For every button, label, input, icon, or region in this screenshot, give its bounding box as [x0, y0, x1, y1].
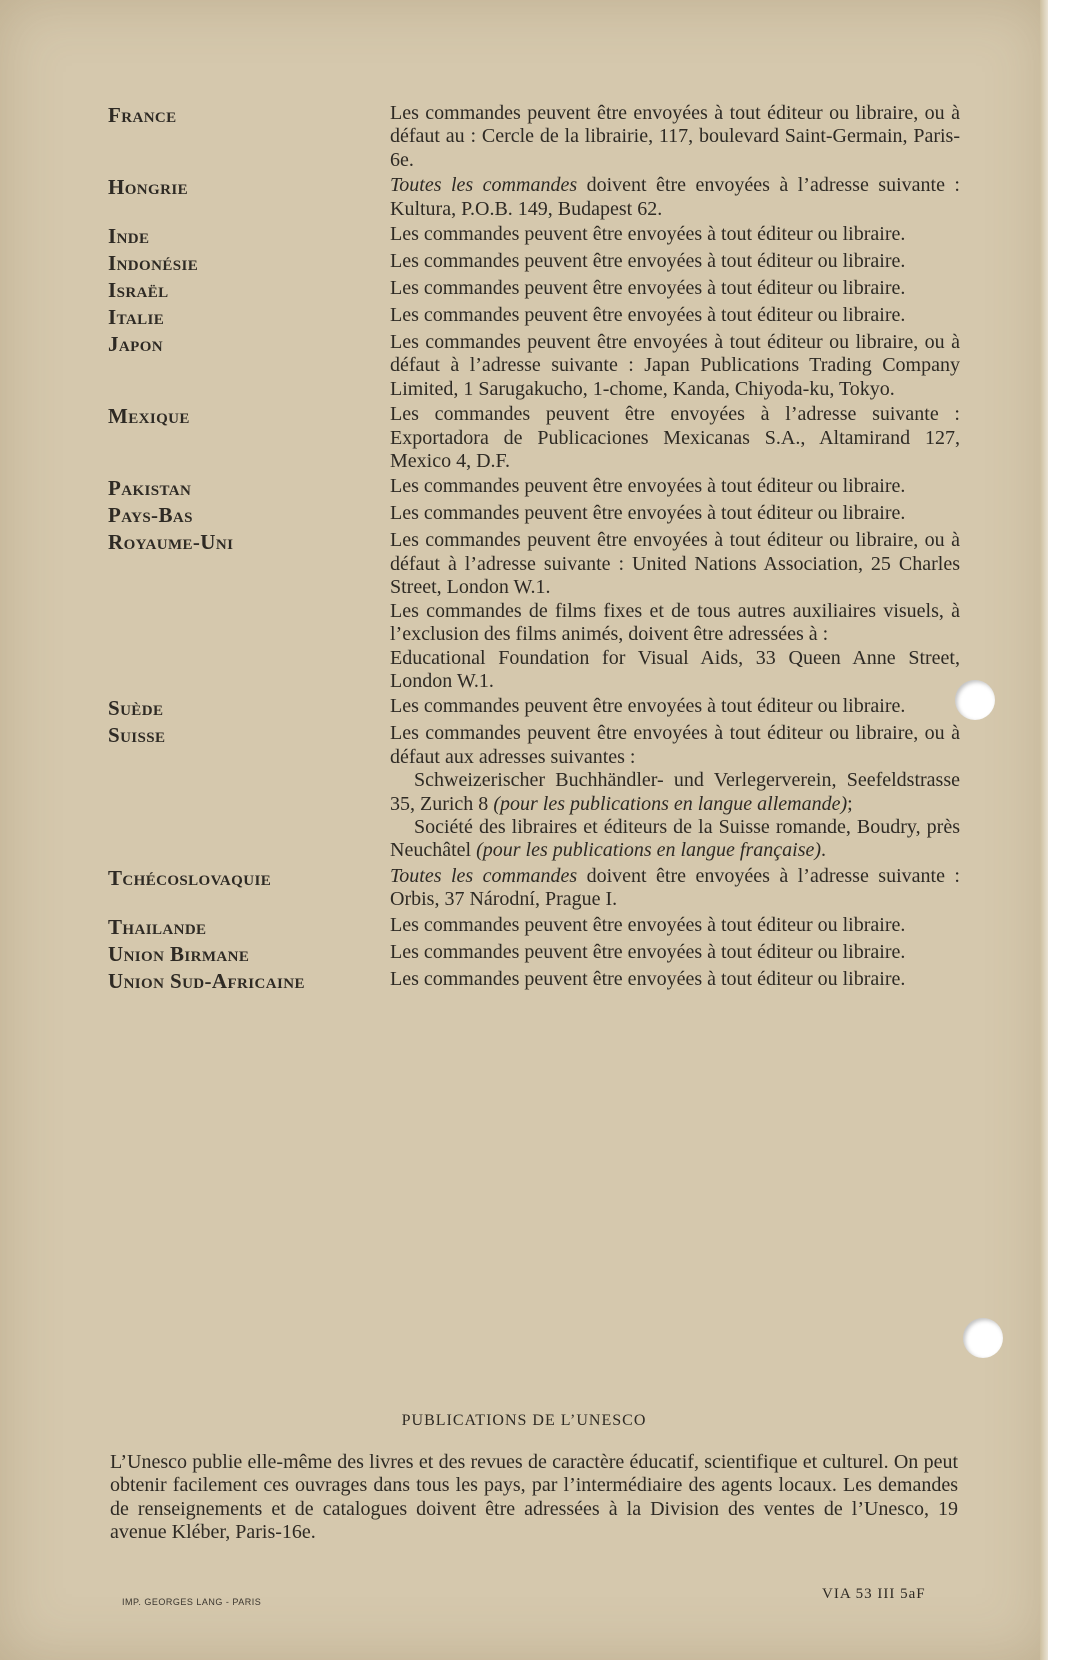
entry-text: Les commandes peuvent être envoyées à tout éditeur ou libraire, ou à défaut aux adresses suivantes : [390, 722, 960, 768]
entry-text: Les commandes peuvent être envoyées à tout éditeur ou libraire. [390, 940, 906, 963]
address-text: Société des libraires et éditeurs de la Suisse romande, Boudry, près Neuchâtel [390, 815, 960, 862]
entry-text: Les commandes peuvent être envoyées à tout éditeur ou libraire. [390, 277, 906, 300]
country-name: Tchécoslovaquie [108, 865, 272, 890]
entry-text: Les commandes peuvent être envoyées à tout éditeur ou libraire, ou à défaut au : Cercle de la librairie, 117, boulevard Saint-Germain, Paris-6e. [390, 102, 960, 171]
country-name: Thailande [108, 914, 207, 939]
country-name: Italie [108, 305, 165, 330]
entry-text: Les commandes peuvent être envoyées à tout éditeur ou libraire. [390, 223, 906, 246]
entry-text: Les commandes peuvent être envoyées à tout éditeur ou libraire. [390, 502, 906, 525]
paper-edge [1040, 0, 1048, 1660]
document-reference: VIA 53 III 5aF [822, 1586, 926, 1602]
entry-indonesie [108, 250, 960, 275]
entry-rest: doivent être envoyées à l’adresse suivante : Orbis, 37 Národní, Prague I. [390, 864, 960, 911]
entry-thailande [108, 914, 960, 939]
entry-union-sud-africaine [108, 968, 960, 993]
footer-paragraph: L’Unesco publie elle-même des livres et des revues de caractère éducatif, scientifique et culturel. On peut obtenir facilement ces ouvrages dans tous les pays, par l’intermédiaire des agents locaux. Les demandes de renseignements et de catalogues doivent être adressées à la Division des ventes de l’Unesco, 19 avenue Kléber, Paris-16e. [110, 1451, 958, 1544]
entry-royaume-uni [108, 529, 960, 693]
country-name: Inde [108, 224, 150, 249]
country-name: France [108, 103, 177, 127]
entry-mexique [108, 403, 960, 473]
country-name: Mexique [108, 404, 190, 429]
country-name: Israël [108, 278, 169, 303]
country-name: Japon [108, 332, 163, 357]
country-name: Pakistan [108, 476, 192, 501]
printer-imprint: IMP. GEORGES LANG - PARIS [122, 1597, 262, 1607]
country-name: Royaume-Uni [108, 530, 234, 555]
entry-text: Les commandes peuvent être envoyées à tout éditeur ou libraire. [390, 695, 906, 718]
entry-hongrie [108, 174, 960, 221]
address-end: ; [847, 792, 853, 815]
entry-text: Les commandes peuvent être envoyées à tout éditeur ou libraire. [390, 304, 906, 327]
entry-text: Les commandes peuvent être envoyées à tout éditeur ou libraire. [390, 250, 906, 273]
entry-pays-bas [108, 502, 960, 527]
entry-suisse [108, 722, 960, 862]
address-note: (pour les publications en langue allemande) [493, 792, 848, 815]
address-german [390, 769, 960, 816]
entry-rest: doivent être envoyées à l’adresse suivante : Kultura, P.O.B. 149, Budapest 62. [390, 174, 960, 220]
address-note: (pour les publications en langue française) [476, 839, 822, 862]
country-name: Pays-Bas [108, 503, 193, 528]
country-name: Hongrie [108, 175, 188, 200]
punch-hole-lower [963, 1318, 1003, 1358]
entry-text: Les commandes peuvent être envoyées à l’adresse suivante : Exportadora de Publicaciones Mexicanas S.A., Altamirand 127, Mexico 4, D.F. [390, 403, 960, 473]
country-name: Suisse [108, 723, 166, 748]
entry-text: Les commandes peuvent être envoyées à tout éditeur ou libraire, ou à défaut à l’adresse suivante : United Nations Association, 25 Charles Street, London W.1. [390, 529, 960, 599]
entry-italie [108, 304, 960, 329]
entry-tchecoslovaquie [108, 865, 960, 912]
entry-text: Les commandes peuvent être envoyées à tout éditeur ou libraire. [390, 475, 906, 498]
entry-pakistan [108, 475, 960, 500]
entry-japon [108, 331, 960, 401]
entry-israel [108, 277, 960, 302]
entry-text: Les commandes peuvent être envoyées à tout éditeur ou libraire. [390, 913, 906, 936]
country-name: Union Sud-Africaine [108, 968, 305, 993]
entry-text [390, 174, 960, 221]
address-end: . [821, 839, 827, 862]
address-text: Schweizerischer Buchhändler- und Verlegerverein, Seefeldstrasse 35, Zurich 8 [390, 769, 960, 815]
country-name: Indonésie [108, 251, 199, 276]
address-french [390, 816, 960, 863]
entry-text-block [390, 722, 960, 862]
entry-france [108, 102, 960, 172]
section-title: PUBLICATIONS DE L’UNESCO [401, 1412, 647, 1429]
entry-extra-address: Educational Foundation for Visual Aids, 33 Queen Anne Street, London W.1. [390, 646, 960, 692]
entry-union-birmane [108, 941, 960, 966]
punch-hole-upper [955, 680, 995, 720]
entry-text-block [390, 529, 960, 693]
italic-lead: Toutes les commandes [390, 174, 578, 197]
entry-suede [108, 695, 960, 720]
entry-text: Les commandes peuvent être envoyées à tout éditeur ou libraire, ou à défaut à l’adresse suivante : Japan Publications Trading Company Limited, 1 Sarugakucho, 1-chome, Kanda, Chiyoda-ku, Tokyo. [390, 331, 960, 400]
italic-lead: Toutes les commandes [390, 864, 578, 887]
country-name: Union Birmane [108, 941, 250, 966]
entry-extra: Les commandes de films fixes et de tous autres auxiliaires visuels, à l’exclusion des films animés, doivent être adressées à : [390, 599, 960, 646]
entry-text [390, 865, 960, 912]
country-name: Suède [108, 696, 164, 721]
entry-text: Les commandes peuvent être envoyées à tout éditeur ou libraire. [390, 967, 906, 990]
country-listing [108, 102, 960, 995]
entry-inde [108, 223, 960, 248]
